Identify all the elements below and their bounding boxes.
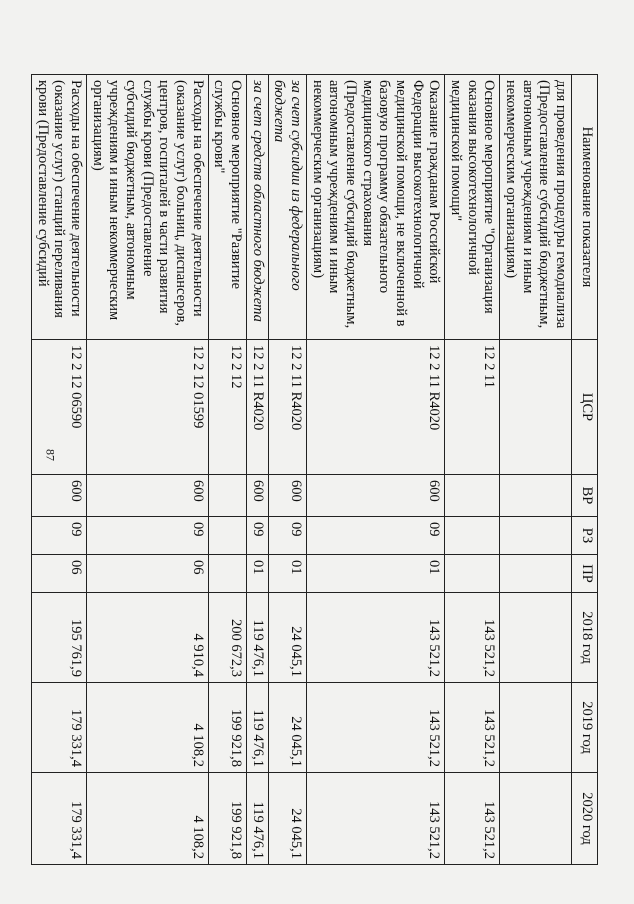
value-2019: 4 108,2 xyxy=(86,683,208,773)
rz-cell: 09 xyxy=(306,517,444,555)
vr-cell: 600 xyxy=(86,475,208,517)
pr-cell xyxy=(445,555,500,593)
pr-cell: 06 xyxy=(31,555,86,593)
csr-cell: 12 2 11 R4020 xyxy=(246,340,268,475)
value-2019: 199 921,8 xyxy=(208,683,246,773)
value-2018: 143 521,2 xyxy=(445,593,500,683)
pr-cell xyxy=(208,555,246,593)
value-2020: 143 521,2 xyxy=(445,773,500,865)
name-cell: Основное мероприятие "Развитие службы крови" xyxy=(208,75,246,340)
value-2018: 4 910,4 xyxy=(86,593,208,683)
header-2019: 2019 год xyxy=(572,683,598,773)
value-2020: 24 045,1 xyxy=(268,773,306,865)
vr-cell: 600 xyxy=(268,475,306,517)
value-2020 xyxy=(500,773,572,865)
value-2018 xyxy=(500,593,572,683)
csr-cell: 12 2 11 xyxy=(445,340,500,475)
value-2018: 143 521,2 xyxy=(306,593,444,683)
vr-cell: 600 xyxy=(31,475,86,517)
vr-cell xyxy=(500,475,572,517)
value-2018: 200 672,3 xyxy=(208,593,246,683)
rz-cell: 09 xyxy=(268,517,306,555)
header-row xyxy=(572,75,598,865)
header-name: Наименование показателя xyxy=(572,75,598,340)
vr-cell: 600 xyxy=(246,475,268,517)
page-number: 87 xyxy=(43,449,58,461)
vr-cell xyxy=(208,475,246,517)
csr-cell: 12 2 12 06590 xyxy=(31,340,86,475)
rz-cell: 09 xyxy=(246,517,268,555)
name-cell: за счет средств областного бюджета xyxy=(246,75,268,340)
value-2020: 179 331,4 xyxy=(31,773,86,865)
table-row xyxy=(208,75,246,865)
table-row xyxy=(445,75,500,865)
name-cell: Расходы на обеспечение деятельности (оказание услуг) больниц, диспансеров, центров, госпиталей в части развития службы крови (Предоставление субсидий бюджетным, автономным учреждениям и иным некоммерческим организациям) xyxy=(86,75,208,340)
pr-cell: 01 xyxy=(306,555,444,593)
pr-cell xyxy=(500,555,572,593)
table-row xyxy=(500,75,572,865)
csr-cell: 12 2 11 R4020 xyxy=(268,340,306,475)
value-2019: 119 476,1 xyxy=(246,683,268,773)
header-vr: ВР xyxy=(572,475,598,517)
value-2020: 143 521,2 xyxy=(306,773,444,865)
value-2018: 195 761,9 xyxy=(31,593,86,683)
vr-cell: 600 xyxy=(306,475,444,517)
value-2019: 143 521,2 xyxy=(306,683,444,773)
budget-table xyxy=(31,74,598,865)
table-row xyxy=(31,75,86,865)
value-2020: 4 108,2 xyxy=(86,773,208,865)
value-2019: 143 521,2 xyxy=(445,683,500,773)
csr-cell: 12 2 11 R4020 xyxy=(306,340,444,475)
name-cell: Оказание гражданам Российской Федерации высокотехнологичной медицинской помощи, не включенной в базовую программу обязательного медицинского страхования (Предоставление субсидий бюджетным, автономным учреждениям и иным некоммерческим организациям) xyxy=(306,75,444,340)
vr-cell xyxy=(445,475,500,517)
value-2019: 24 045,1 xyxy=(268,683,306,773)
header-csr: ЦСР xyxy=(572,340,598,475)
header-pr: ПР xyxy=(572,555,598,593)
rz-cell xyxy=(208,517,246,555)
rz-cell xyxy=(445,517,500,555)
name-cell: за счет субсидии из федерального бюджета xyxy=(268,75,306,340)
value-2019 xyxy=(500,683,572,773)
rz-cell: 09 xyxy=(86,517,208,555)
name-cell: для проведения процедуры гемодиализа (Предоставление субсидий бюджетным, автономным учреждениям и иным некоммерческим организациям) xyxy=(500,75,572,340)
value-2018: 24 045,1 xyxy=(268,593,306,683)
rz-cell xyxy=(500,517,572,555)
pr-cell: 01 xyxy=(268,555,306,593)
csr-cell xyxy=(500,340,572,475)
value-2018: 119 476,1 xyxy=(246,593,268,683)
value-2020: 199 921,8 xyxy=(208,773,246,865)
name-cell: Основное мероприятие "Организация оказания высокотехнологичной медицинской помощи" xyxy=(445,75,500,340)
table-row xyxy=(268,75,306,865)
csr-cell: 12 2 12 01599 xyxy=(86,340,208,475)
table-row xyxy=(306,75,444,865)
table-row xyxy=(246,75,268,865)
rz-cell: 09 xyxy=(31,517,86,555)
header-2018: 2018 год xyxy=(572,593,598,683)
table-row xyxy=(86,75,208,865)
value-2019: 179 331,4 xyxy=(31,683,86,773)
pr-cell: 06 xyxy=(86,555,208,593)
header-rz: РЗ xyxy=(572,517,598,555)
csr-cell: 12 2 12 xyxy=(208,340,246,475)
header-2020: 2020 год xyxy=(572,773,598,865)
name-cell: Расходы на обеспечение деятельности (оказание услуг) станций переливания крови (Предоставление субсидий xyxy=(31,75,86,340)
value-2020: 119 476,1 xyxy=(246,773,268,865)
pr-cell: 01 xyxy=(246,555,268,593)
